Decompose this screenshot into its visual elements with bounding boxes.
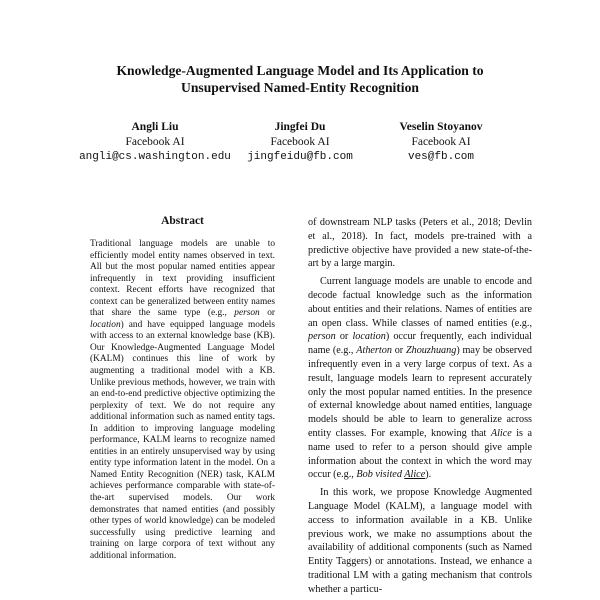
body-italic: Alice xyxy=(490,427,512,439)
abstract-seg: or xyxy=(259,308,275,319)
body-paragraph-3: In this work, we propose Knowledge Augmented Language Model (KALM), a language model with access to information available in a KB. Unlike previous work, we make no assumptions about the availability of additional components (such as Named Entity Taggers) or annotations. Instead, we enhance a traditional LM with a gating mechanism that controls whether a particu- xyxy=(308,487,532,595)
author-email: jingfeidu@fb.com xyxy=(247,151,353,163)
body-italic: Zhouzhuang xyxy=(405,345,457,357)
abstract-seg: Traditional language models are unable to efficiently model entity names observed in text. All but the most popular named entities appear infrequently in text providing insufficient context. Recent efforts have recognized that context can be generalized between entity names that share the same type (e.g., xyxy=(90,239,275,319)
abstract-section xyxy=(90,214,275,562)
body-paragraph-1: of downstream NLP tasks (Peters et al., 2018; Devlin et al., 2018). In fact, models pre-trained with a predictive objective have provided a new state-of-the-art by a large margin. xyxy=(308,217,532,270)
body-italic: Bob visited xyxy=(356,469,405,481)
body-seg: ) may be observed infrequently even in a very large corpus of text. As a result, language models learn to represent accurately only the most popular named entities. In the presence of external knowledge about named entities, language models should be able to learn to generalize across entity classes. For example, knowing that xyxy=(308,345,532,439)
author-email: angli@cs.washington.edu xyxy=(79,151,231,163)
abstract-italic: person xyxy=(234,308,260,319)
abstract-seg: ) and have equipped language models with access to an external knowledge base (KB). Our Knowledge-Augmented Language Model (KALM) continues this line of work by augmenting a traditional model with a KB. Unlike previous methods, however, we train with an end-to-end predictive objective optimizing the perplexity of text. We do not require any additional information such as named entity tags. In addition to improving language modeling performance, KALM learns to recognize named entities in an entirely unsupervised way by using entity type information latent in the model. On a Named Entity Recognition (NER) task, KALM achieves performance comparable with state-of-the-art supervised models. Our work demonstrates that named entities (and possibly other types of world knowledge) can be modeled successfully using predictive learning and training on large corpora of text without any additional information. xyxy=(90,319,275,561)
body-seg: ) occur frequently, each individual name (e.g., xyxy=(308,331,532,357)
body-italic: location xyxy=(352,331,386,343)
body-column xyxy=(308,216,532,597)
author-name: Veselin Stoyanov xyxy=(399,121,483,133)
title-line-1: Knowledge-Augmented Language Model and Its Application to xyxy=(116,63,484,78)
author-name: Angli Liu xyxy=(131,121,179,133)
author-name: Jingfei Du xyxy=(274,121,326,133)
abstract-text xyxy=(90,239,275,562)
body-italic: Atherton xyxy=(356,345,392,357)
author-affiliation: Facebook AI xyxy=(125,136,185,148)
paper-title xyxy=(60,62,540,96)
author-email: ves@fb.com xyxy=(407,151,474,163)
body-paragraph-2 xyxy=(308,275,532,482)
body-seg: ). xyxy=(425,469,432,481)
author-affiliation: Facebook AI xyxy=(411,136,471,148)
body-seg: Current language models are unable to encode and decode factual knowledge such as the information about entities and their relations. Names of entities are an open class. While classes of named entities (e.g., xyxy=(308,276,532,329)
body-seg: is a name used to refer to a person should give ample information about the context in which the word may occur (e.g., xyxy=(308,427,532,481)
author-3 xyxy=(341,120,541,165)
author-affiliation: Facebook AI xyxy=(270,136,330,148)
body-underlined-italic: Alice xyxy=(404,469,426,481)
body-seg: or xyxy=(335,331,353,343)
body-seg: or xyxy=(391,345,406,357)
abstract-italic: location xyxy=(90,319,121,330)
title-line-2: Unsupervised Named-Entity Recognition xyxy=(181,80,419,95)
abstract-heading: Abstract xyxy=(161,215,204,227)
body-italic: person xyxy=(308,331,336,343)
